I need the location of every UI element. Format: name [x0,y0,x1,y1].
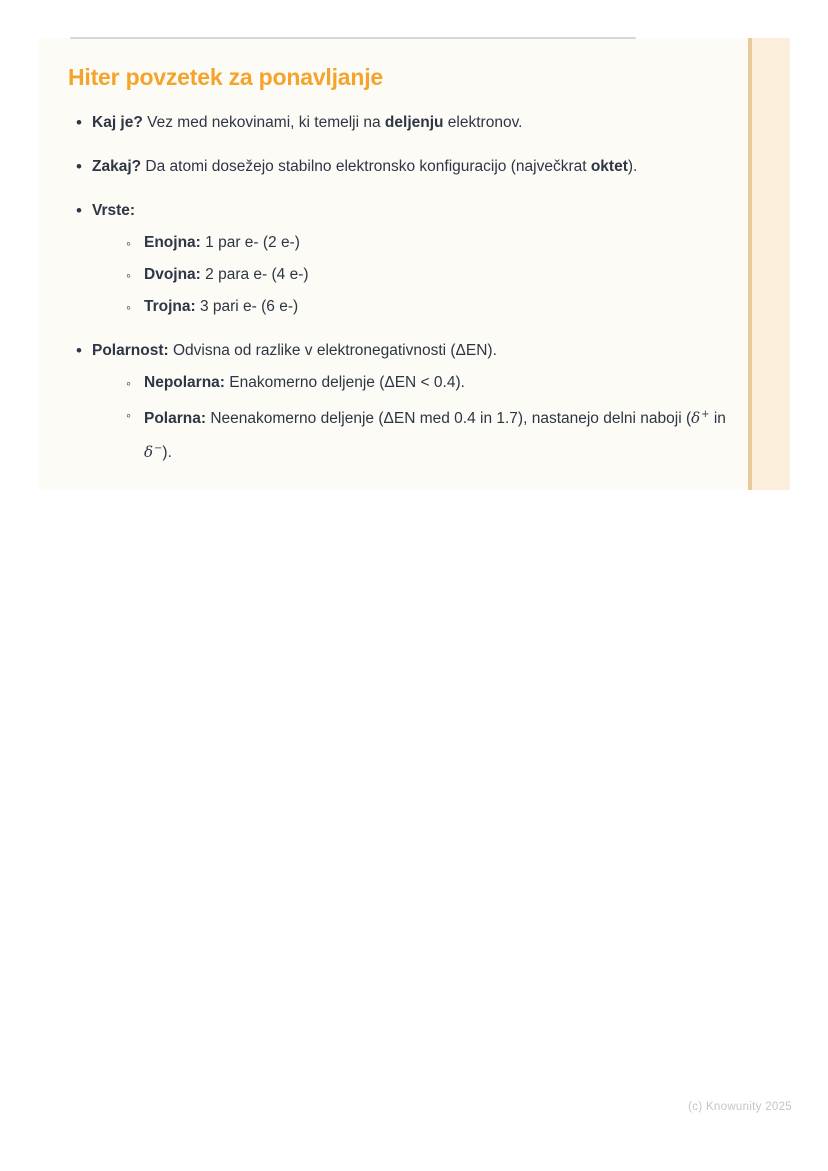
text-segment: Odvisna od razlike v elektronegativnosti (ΔEN). [168,342,497,359]
superscript-plus: + [701,409,710,420]
text-segment: Polarnost: [92,342,169,359]
text-segment: Da atomi dosežejo stabilno elektronsko konfiguracijo (največkrat [141,158,591,175]
list-item-polarnost [68,336,726,468]
vrste-sub-list [120,228,720,322]
summary-list [68,108,726,468]
text-segment: Neenakomerno deljenje (ΔEN med 0.4 in 1.7), nastanejo delni naboji ( [206,410,692,427]
text-segment: 3 pari e- (6 e-) [195,298,299,315]
polarnost-sub-list [120,368,726,468]
text-segment: Vrste: [92,202,136,219]
text-segment: Trojna: [144,298,196,315]
text-segment: deljenju [384,114,444,131]
list-item-vrste [68,196,720,322]
text-segment: elektronov. [443,114,523,131]
text-segment: Enojna: [144,234,201,251]
copyright-footer: (c) Knowunity 2025 [688,1101,792,1113]
section-title: Hiter povzetek za ponavljanje [68,64,384,90]
sub-list-item-polarna [120,400,744,468]
text-segment: Dvojna: [144,266,201,283]
text-segment: Vez med nekovinami, ki temelji na [142,114,385,131]
document-page-card [38,38,790,490]
document-content [68,60,726,468]
superscript-minus: − [154,443,163,454]
text-segment: 2 para e- (4 e-) [200,266,309,283]
math-delta-plus [691,409,709,427]
delta-symbol: δ [144,443,154,461]
sub-list-item-dvojna [120,260,744,290]
page-top-divider [70,37,636,39]
sub-list-item-nepolarna [120,368,744,398]
text-segment: in [709,410,726,427]
sub-list-item-trojna [120,292,744,322]
text-segment: 1 par e- (2 e-) [200,234,300,251]
text-segment: Polarna: [144,410,207,427]
list-item-kaj-je [68,108,720,138]
sub-list-item-enojna [120,228,744,258]
text-segment: Zakaj? [92,158,142,175]
delta-symbol: δ [691,409,701,427]
text-segment: Enakomerno deljenje (ΔEN < 0.4). [224,374,465,391]
page-edge-band [752,38,790,490]
list-item-zakaj [68,152,720,182]
text-segment: ). [627,158,638,175]
text-segment: Nepolarna: [144,374,225,391]
math-delta-minus [144,443,162,461]
text-segment: ). [162,444,172,461]
text-segment: oktet [590,158,628,175]
text-segment: Kaj je? [92,114,143,131]
